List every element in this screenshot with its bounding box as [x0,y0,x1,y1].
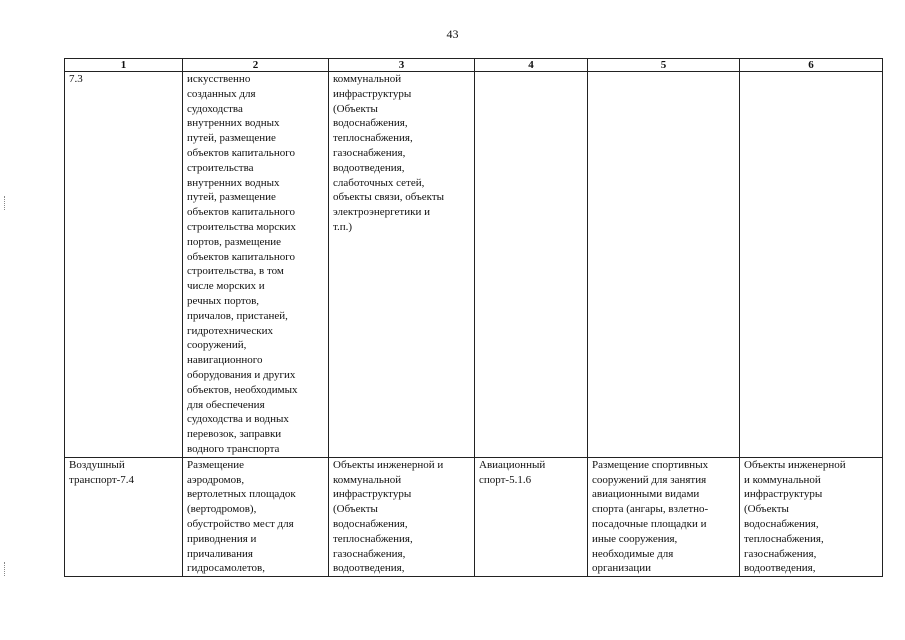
table-row [65,72,883,458]
column-header-4: 4 [475,59,588,72]
row1-auxiliary-cell [740,72,883,458]
scan-edge-mark [4,196,7,210]
table-header-row [65,59,883,72]
column-header-2: 2 [183,59,329,72]
column-header-5: 5 [588,59,740,72]
scan-edge-mark [4,562,7,576]
row1-infrastructure-cell: коммунальной инфраструктуры (Объекты водоснабжения, теплоснабжения, газоснабжения, водоотведения, слаботочных сетей, объекты связи, объекты электроэнергетики и т.п.) [329,72,475,458]
row1-conditional-description-cell [588,72,740,458]
table-row [65,457,883,576]
row2-infrastructure-cell: Объекты инженерной и коммунальной инфраструктуры (Объекты водоснабжения, теплоснабжения, газоснабжения, водоотведения, [329,457,475,576]
row2-description-cell: Размещение аэродромов, вертолетных площадок (вертодромов), обустройство мест для приводнения и причаливания гидросамолетов, [183,457,329,576]
row1-code-cell: 7.3 [65,72,183,458]
column-header-1: 1 [65,59,183,72]
row1-conditional-use-cell [475,72,588,458]
page-number: 43 [446,27,459,41]
column-header-3: 3 [329,59,475,72]
land-use-table [64,58,883,577]
row2-conditional-use-cell: Авиационный спорт-5.1.6 [475,457,588,576]
column-header-6: 6 [740,59,883,72]
row2-code-cell: Воздушный транспорт-7.4 [65,457,183,576]
row2-conditional-description-cell: Размещение спортивных сооружений для занятия авиационными видами спорта (ангары, взлетно- посадочные площадки и иные сооружения, необходимые для организации [588,457,740,576]
row2-auxiliary-cell: Объекты инженерной и коммунальной инфраструктуры (Объекты водоснабжения, теплоснабжения, газоснабжения, водоотведения, [740,457,883,576]
row1-description-cell: искусственно созданных для судоходства внутренних водных путей, размещение объектов капитального строительства внутренних водных путей, размещение объектов капитального строительства морских портов, размещение объектов капитального строительства, в том числе морских и речных портов, причалов, пристаней, гидротехнических сооружений, навигационного оборудования и других объектов, необходимых для обеспечения судоходства и водных перевозок, заправки водного транспорта [183,72,329,458]
